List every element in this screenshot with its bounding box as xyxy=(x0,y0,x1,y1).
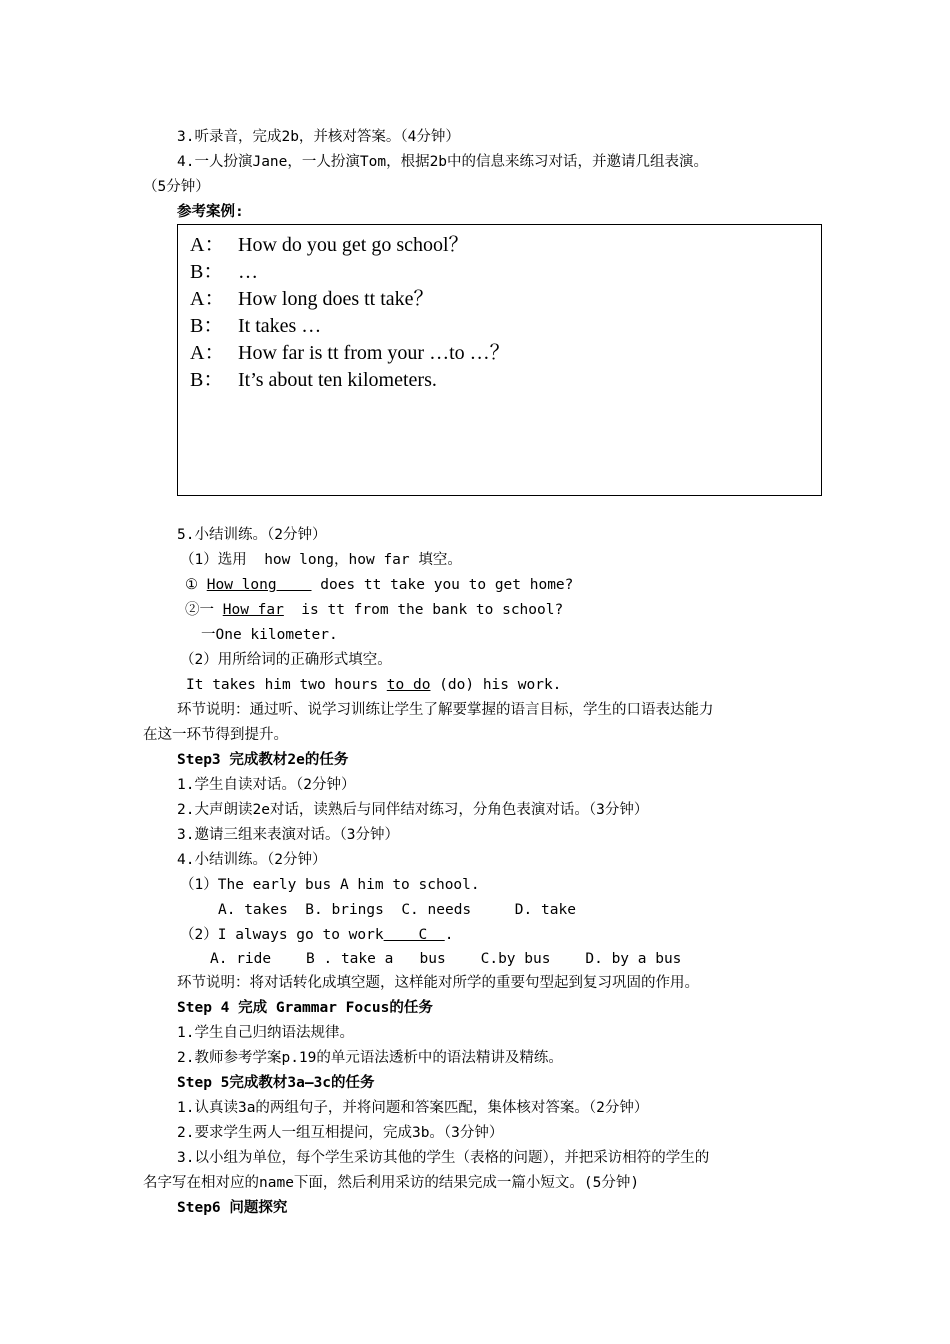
step3-item-3: 3.邀请三组来表演对话。（3分钟） xyxy=(177,827,399,843)
exercise-2-instruction: （2）用所给词的正确形式填空。 xyxy=(180,652,392,668)
answer-blank: C xyxy=(383,927,445,943)
dialogue-line: A： How long does tt take？ xyxy=(190,288,434,310)
summary-practice: 5.小结训练。（2分钟） xyxy=(177,527,327,543)
step-item-4-cont: （5分钟） xyxy=(143,179,210,195)
question-2: ②一 How far is tt from the bank to school? xyxy=(185,602,564,618)
section-note-1: 环节说明：通过听、说学习训练让学生了解要掌握的语言目标，学生的口语表达能力 xyxy=(177,702,714,718)
step5-item-3-cont: 名字写在相对应的name下面，然后利用采访的结果完成一篇小短文。(5分钟) xyxy=(143,1175,640,1191)
dialogue-line: A： How far is tt from your …to …？ xyxy=(190,342,510,364)
dialogue-line: B： It’s about ten kilometers. xyxy=(190,369,437,391)
step5-item-1: 1.认真读3a的两组句子，并将问题和答案匹配，集体核对答案。（2分钟） xyxy=(177,1100,649,1116)
step5-item-3: 3.以小组为单位，每个学生采访其他的学生（表格的问题），并把采访相符的学生的 xyxy=(177,1150,710,1166)
step3-item-4: 4.小结训练。（2分钟） xyxy=(177,852,327,868)
question-1: ① How long does tt take you to get home? xyxy=(185,577,574,593)
exercise-2: （2）I always go to work C . xyxy=(180,927,454,943)
case-title: 参考案例: xyxy=(177,204,244,220)
step5-item-2: 2.要求学生两人一组互相提问，完成3b。（3分钟） xyxy=(177,1125,504,1141)
step4-heading: Step 4 完成 Grammar Focus的任务 xyxy=(177,1000,433,1016)
dialogue-box xyxy=(177,224,822,496)
answer-blank: How far xyxy=(222,602,284,618)
exercise-1-options: A. takes B. brings C. needs D. take xyxy=(218,902,576,918)
step-item-4: 4.一人扮演Jane，一人扮演Tom，根据2b中的信息来练习对话，并邀请几组表演。 xyxy=(177,154,709,170)
answer-blank: How long xyxy=(206,577,312,593)
question-3: It takes him two hours to do (do) his work. xyxy=(186,677,562,693)
dialogue-line: B： It takes … xyxy=(190,315,322,337)
question-2-reply: 一One kilometer. xyxy=(201,627,338,643)
exercise-2-options: A. ride B . take a bus C.by bus D. by a bus xyxy=(210,951,682,967)
answer-blank: to do xyxy=(386,677,431,693)
dialogue-line: B： … xyxy=(190,261,258,283)
step3-item-1: 1.学生自读对话。（2分钟） xyxy=(177,777,356,793)
section-note-1-cont: 在这一环节得到提升。 xyxy=(143,727,288,743)
exercise-1: （1）The early bus A him to school. xyxy=(180,877,480,893)
dialogue-line: A： How do you get go school？ xyxy=(190,234,469,256)
exercise-1-instruction: （1）选用 how long，how far 填空。 xyxy=(180,552,462,568)
step4-item-2: 2.教师参考学案p.19的单元语法透析中的语法精讲及精练。 xyxy=(177,1050,563,1066)
section-note-2: 环节说明：将对话转化成填空题，这样能对所学的重要句型起到复习巩固的作用。 xyxy=(177,975,699,991)
step6-heading: Step6 问题探究 xyxy=(177,1200,288,1216)
step-item-3: 3.听录音，完成2b，并核对答案。（4分钟） xyxy=(177,129,460,145)
step5-heading: Step 5完成教材3a—3c的任务 xyxy=(177,1075,375,1091)
step3-heading: Step3 完成教材2e的任务 xyxy=(177,752,349,768)
step3-item-2: 2.大声朗读2e对话，读熟后与同伴结对练习，分角色表演对话。（3分钟） xyxy=(177,802,649,818)
step4-item-1: 1.学生自己归纳语法规律。 xyxy=(177,1025,354,1041)
